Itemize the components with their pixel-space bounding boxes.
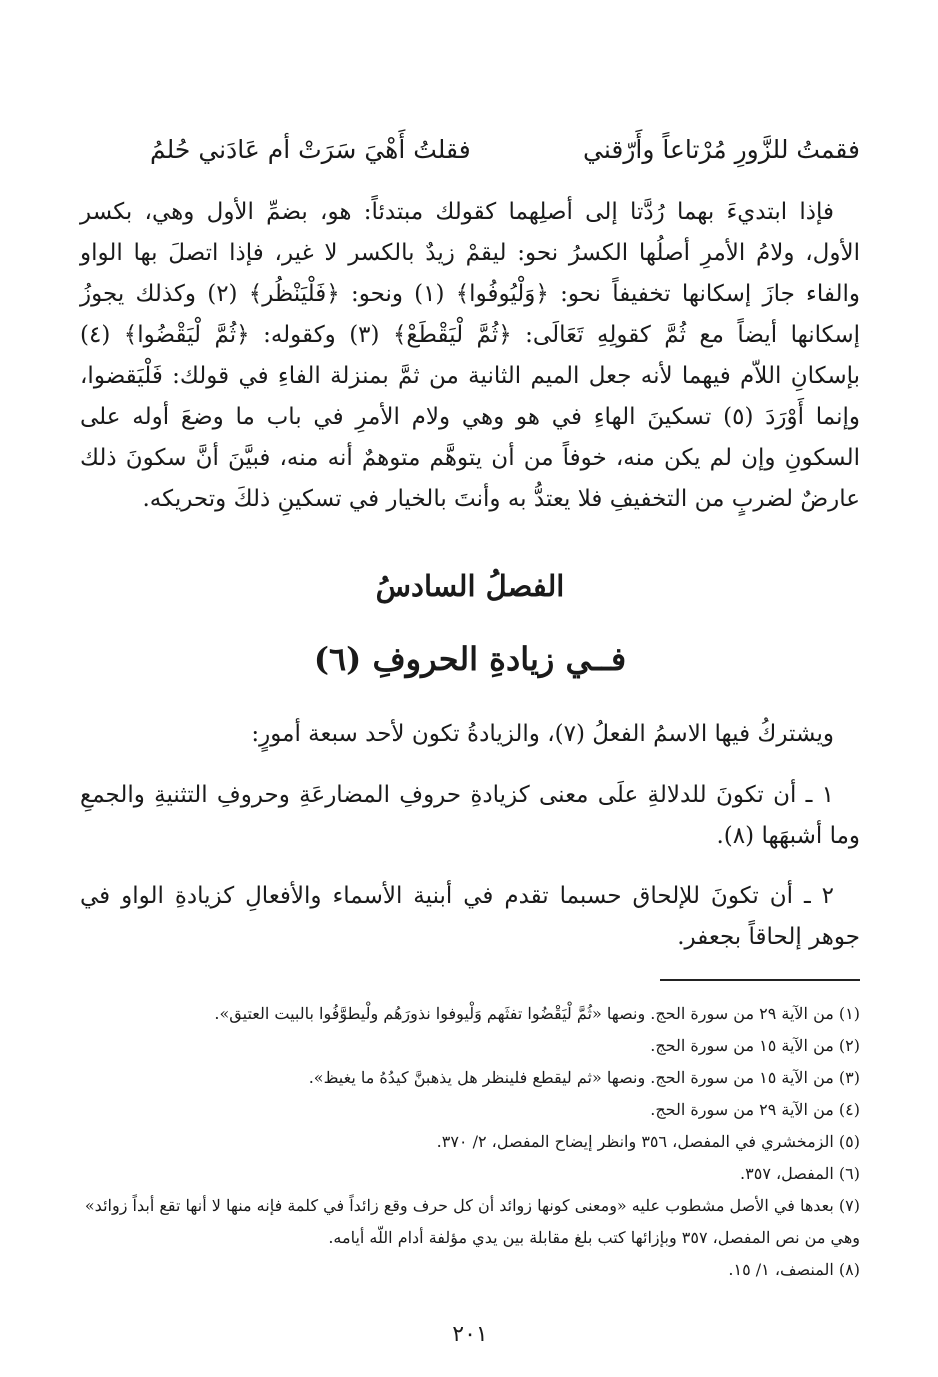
body-paragraph-2: ويشتركُ فيها الاسمُ الفعلُ (٧)، والزيادةُ تكون لأحد سبعة أمورٍ: bbox=[251, 721, 834, 747]
verse-first-hemistich: فقمتُ للزَّورِ مُرْتاعاً وأَرّقني bbox=[583, 135, 860, 164]
footnote-1: (١) من الآية ٢٩ من سورة الحج. ونصها «ثُمَّ لْيَقْضُوا تفثَهم وَلْيوفوا نذورَهُم ولْيطوَّفُوا بالبيت العتيق». bbox=[214, 1004, 860, 1023]
footnote-5: (٥) الزمخشري في المفصل، ٣٥٦ وانظر إيضاح المفصل، ٢/ ٣٧٠. bbox=[436, 1132, 860, 1151]
footnotes-list bbox=[80, 998, 860, 1286]
list-item-2: ٢ ـ أن تكونَ للإلحاق حسبما تقدم في أبنية الأسماء والأفعالِ كزيادةِ الواو في جوهر إلحاقاً بجعفر. bbox=[80, 883, 860, 950]
footnote-4: (٤) من الآية ٢٩ من سورة الحج. bbox=[650, 1100, 860, 1119]
footnote-8: (٨) المنصف، ١/ ١٥. bbox=[728, 1260, 860, 1279]
list-item-1: ١ ـ أن تكونَ للدلالةِ علَى معنى كزيادةِ حروفِ المضارعَةِ وحروفِ التثنيةِ والجمعِ وما أشبهَها (٨). bbox=[80, 782, 860, 849]
footnote-6: (٦) المفصل، ٣٥٧. bbox=[740, 1164, 860, 1183]
chapter-subtitle: فــي زيادةِ الحروفِ (٦) bbox=[313, 640, 627, 678]
footnote-separator bbox=[660, 979, 860, 981]
poetry-verse bbox=[150, 130, 860, 170]
book-page bbox=[80, 0, 860, 1377]
chapter-title: الفصلُ السادسُ bbox=[375, 569, 565, 603]
page-number: ٢٠١ bbox=[452, 1322, 488, 1347]
footnote-3: (٣) من الآية ١٥ من سورة الحج. ونصها «ثم ليقطع فلينظر هل يذهبنَّ كيدُهُ ما يغيظ». bbox=[308, 1068, 860, 1087]
footnote-7: (٧) بعدها في الأصل مشطوب عليه «ومعنى كونها زوائد أن كل حرف وقع زائداً في كلمة فإنه منها لا أنها تقع أبداً زوائد» وهي من نص المفصل، ٣٥٧ وبإزائها كتب بلغ مقابلة بين يدي مؤلفة أدام اللّه أيامه. bbox=[84, 1196, 860, 1247]
verse-second-hemistich: فقلتُ أَهْيَ سَرَتْ أم عَادَني حُلمُ bbox=[150, 135, 471, 164]
body-paragraph-1: فإذا ابتديءَ بهما رُدَّتا إلى أصلِهما كقولك مبتدئاً: هو، بضمِّ الأول وهي، بكسر الأول، ولامُ الأمرِ أصلُها الكسرُ نحو: ليقمْ زيدٌ بالكسر لا غير، فإذا اتصلَ بها الواو والفاء جازَ إسكانها تخفيفاً نحو: ﴿وَلْيُوفُوا﴾ (١) ونحو: ﴿فَلْيَنْظُر﴾ (٢) وكذلك يجوزُ إسكانها أيضاً مع ثُمَّ كقولِهِ تَعَالَى: ﴿ثُمَّ لْيَقْطَعْ﴾ (٣) وكقوله: ﴿ثُمَّ لْيَقْضُوا﴾ (٤) بإسكانِ اللاّم فيهما لأنه جعل الميم الثانية من ثمَّ بمنزلة الفاءِ في قولك: فَلْيَقضوا، وإنما أَوْرَدَ (٥) تسكينَ الهاءِ في هو وهي ولام الأمرِ في باب ما وضعَ أوله على السكونِ وإن لم يكن منه، خوفاً من أن يتوهَّم متوهمٌ أنه منه، فبيَّنَ أنَّ سكونَ ذلك عارضٌ لضربٍ من التخفيفِ فلا يعتدُّ به وأنتَ بالخيار في تسكينِ ذلكَ وتحريكه. bbox=[80, 199, 860, 512]
footnote-2: (٢) من الآية ١٥ من سورة الحج. bbox=[650, 1036, 860, 1055]
